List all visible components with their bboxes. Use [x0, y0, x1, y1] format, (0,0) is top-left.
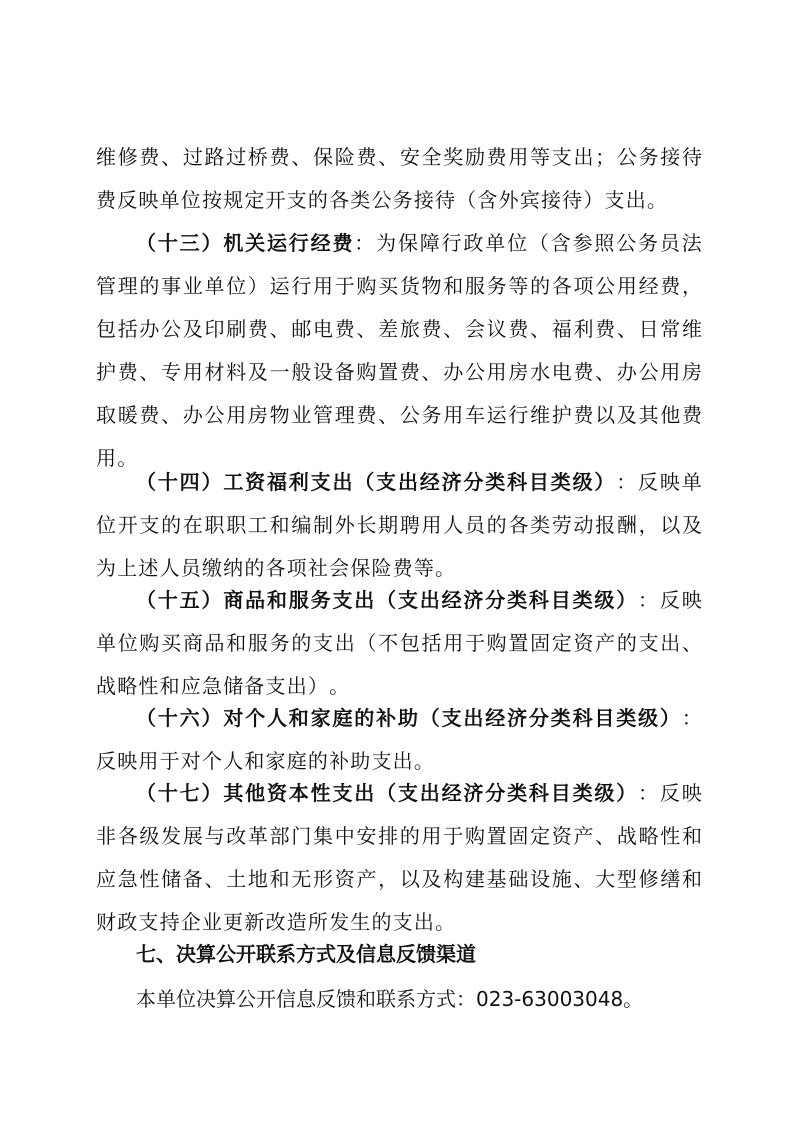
paragraph-2-line-3: 包 括 办 公 及 印 刷 费 、 邮 电 费 、 差 旅 费 、 会 议 费 、 福 利 费 、 日 常 维: [96, 317, 702, 341]
paragraph-5-line-1: （ 十 六 ） 对 个 人 和 家 庭 的 补 助 （ 支 出 经 济 分 类 科 目 类 级 ） ：: [136, 706, 702, 730]
paragraph-6-line-3: 应 急 性 储 备 、 土 地 和 无 形 资 产 ， 以 及 构 建 基 础 设 施 、 大 型 修 缮 和: [96, 867, 702, 891]
paragraph-3-line-3: 为 上 述 人 员 缴 纳 的 各 项 社 会 保 险 费 等 。: [96, 556, 455, 580]
paragraph-4-line-3: 战 略 性 和 应 急 储 备 支 出 ） 。: [96, 674, 350, 698]
paragraph-5-line-2: 反 映 用 于 对 个 人 和 家 庭 的 补 助 支 出 。: [96, 749, 434, 773]
contact-line: 本单位决算公开信息反馈和联系方式：023-63003048。: [136, 987, 644, 1011]
paragraph-2-line-5: 取 暖 费 、 办 公 用 房 物 业 管 理 费 、 公 务 用 车 运 行 维 护 费 以 及 其 他 费: [96, 403, 702, 427]
section-heading: 七、决算公开联系方式及信息反馈渠道: [136, 942, 476, 966]
paragraph-2-line-2: 管 理 的 事 业 单 位 ） 运 行 用 于 购 买 货 物 和 服 务 等 的 各 项 公 用 经 费 ，: [96, 274, 702, 298]
paragraph-2-line-4: 护 费 、 专 用 材 料 及 一 般 设 备 购 置 费 、 办 公 用 房 水 电 费 、 办 公 用 房: [96, 360, 702, 384]
paragraph-1-line-1: 维 修 费 、 过 路 过 桥 费 、 保 险 费 、 安 全 奖 励 费 用 等 支 出 ； 公 务 接 待: [96, 145, 702, 169]
paragraph-6-line-1: （ 十 七 ） 其 他 资 本 性 支 出 （ 支 出 经 济 分 类 科 目 类 级 ） ： 反 映: [136, 781, 702, 805]
paragraph-2-line-1: （ 十 三 ） 机 关 运 行 经 费 ： 为 保 障 行 政 单 位 （ 含 参 照 公 务 员 法: [136, 231, 702, 255]
paragraph-6-line-2: 非 各 级 发 展 与 改 革 部 门 集 中 安 排 的 用 于 购 置 固 定 资 产 、 战 略 性 和: [96, 824, 702, 848]
paragraph-3-line-1: （ 十 四 ） 工 资 福 利 支 出 （ 支 出 经 济 分 类 科 目 类 级 ） ： 反 映 单: [136, 470, 702, 494]
paragraph-2-line-6: 用 。: [96, 446, 138, 470]
paragraph-4-line-1: （ 十 五 ） 商 品 和 服 务 支 出 （ 支 出 经 济 分 类 科 目 类 级 ） ： 反 映: [136, 588, 702, 612]
paragraph-3-line-2: 位 开 支 的 在 职 职 工 和 编 制 外 长 期 聘 用 人 员 的 各 类 劳 动 报 酬 ， 以 及: [96, 513, 702, 537]
paragraph-1-line-2: 费 反 映 单 位 按 规 定 开 支 的 各 类 公 务 接 待 （ 含 外 宾 接 待 ） 支 出 。: [96, 188, 667, 212]
paragraph-6-line-4: 财 政 支 持 企 业 更 新 改 造 所 发 生 的 支 出 。: [96, 910, 455, 934]
paragraph-4-line-2: 单 位 购 买 商 品 和 服 务 的 支 出 （ 不 包 括 用 于 购 置 固 定 资 产 的 支 出 、: [96, 631, 702, 655]
